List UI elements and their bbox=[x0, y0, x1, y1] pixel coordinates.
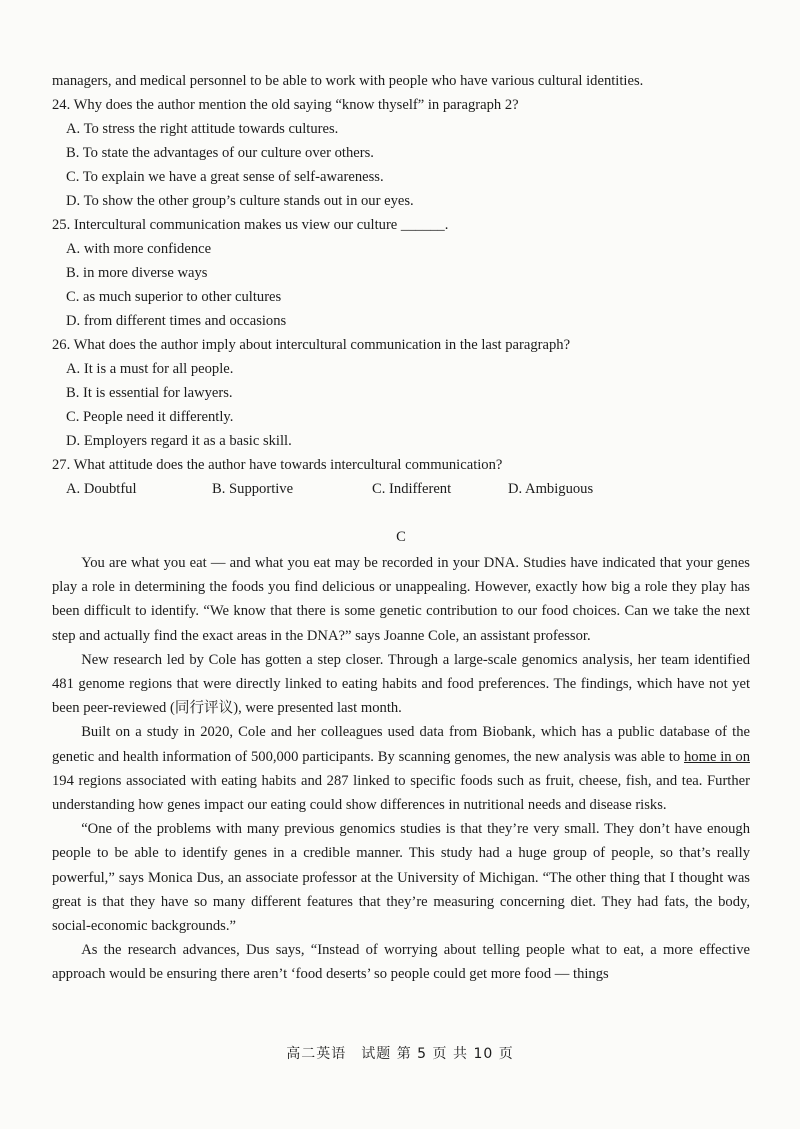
option-a: A. Doubtful bbox=[66, 481, 137, 497]
option-b: B. It is essential for lawyers. bbox=[66, 385, 233, 401]
option-c: C. To explain we have a great sense of self-awareness. bbox=[66, 169, 384, 185]
passage-paragraph-5: As the research advances, Dus says, “Instead of worrying about telling people what to eat, a more effective approach would be ensuring there aren’t ‘food deserts’ so people could get more food — things bbox=[52, 942, 750, 983]
passage-paragraph-2: New research led by Cole has gotten a step closer. Through a large-scale genomics analysis, her team identified 481 genome regions that were directly linked to eating habits and food preferences. The findings, which have not yet been peer-reviewed (同行评议), were presented last month. bbox=[52, 651, 750, 717]
option-d: D. To show the other group’s culture stands out in our eyes. bbox=[66, 193, 414, 209]
option-d: D. Ambiguous bbox=[508, 481, 594, 497]
option-b: B. To state the advantages of our culture over others. bbox=[66, 145, 374, 161]
question-stem: 25. Intercultural communication makes us view our culture ______. bbox=[52, 217, 449, 233]
option-b: B. in more diverse ways bbox=[66, 265, 208, 281]
question-stem: 26. What does the author imply about intercultural communication in the last paragraph? bbox=[52, 337, 571, 353]
question-27 bbox=[52, 453, 750, 501]
option-b: B. Supportive bbox=[212, 481, 294, 497]
passage-paragraph-3 bbox=[52, 720, 750, 817]
option-a: A. with more confidence bbox=[66, 241, 212, 257]
question-25 bbox=[52, 213, 750, 333]
passage-paragraph-1: You are what you eat — and what you eat may be recorded in your DNA. Studies have indicated that your genes play a role in determining the foods you find delicious or unappealing. However, exactly how big a role they play has been difficult to identify. “We know that there is some genetic contribution to our food choices. Can we take the next step and actually find the exact areas in the DNA?” says Joanne Cole, an assistant professor. bbox=[52, 555, 750, 644]
option-c: C. Indifferent bbox=[372, 481, 452, 497]
reading-passage bbox=[52, 551, 750, 987]
question-24 bbox=[52, 93, 750, 213]
page-footer: 高二英语 试题 第 5 页 共 10 页 bbox=[286, 1046, 514, 1062]
option-c: C. as much superior to other cultures bbox=[66, 289, 282, 305]
paragraph-text: 194 regions associated with eating habits and 287 linked to specific foods such as fruit, cheese, fish, and tea. Further understanding how genes impact our eating could show differences in nutritional needs and disease risks. bbox=[52, 772, 750, 814]
section-heading: C bbox=[396, 529, 406, 545]
question-26 bbox=[52, 333, 750, 453]
intro-line: managers, and medical personnel to be able to work with people who have various cultural identities. bbox=[52, 73, 644, 89]
option-c: C. People need it differently. bbox=[66, 409, 234, 425]
option-d: D. Employers regard it as a basic skill. bbox=[66, 433, 292, 449]
options-row bbox=[52, 477, 750, 501]
question-stem: 24. Why does the author mention the old saying “know thyself” in paragraph 2? bbox=[52, 97, 519, 113]
paragraph-text: Built on a study in 2020, Cole and her colleagues used data from Biobank, which has a public database of the genetic and health information of 500,000 participants. By scanning genomes, the new analysis was able to bbox=[52, 724, 750, 765]
option-d: D. from different times and occasions bbox=[66, 313, 287, 329]
option-a: A. It is a must for all people. bbox=[66, 361, 234, 377]
exam-page bbox=[52, 69, 750, 987]
question-stem: 27. What attitude does the author have towards intercultural communication? bbox=[52, 457, 503, 473]
passage-paragraph-4: “One of the problems with many previous genomics studies is that they’re very small. They don’t have enough people to be able to identify genes in a credible manner. This study had a huge group of people, so that’s really powerful,” says Monica Dus, an associate professor at the University of Michigan. “The other thing that I thought was great is that they have so many different features that they’re measuring concerning diet. They had fats, the body, social-economic backgrounds.” bbox=[52, 821, 750, 935]
option-a: A. To stress the right attitude towards cultures. bbox=[66, 121, 339, 137]
underlined-phrase: home in on bbox=[684, 748, 750, 765]
